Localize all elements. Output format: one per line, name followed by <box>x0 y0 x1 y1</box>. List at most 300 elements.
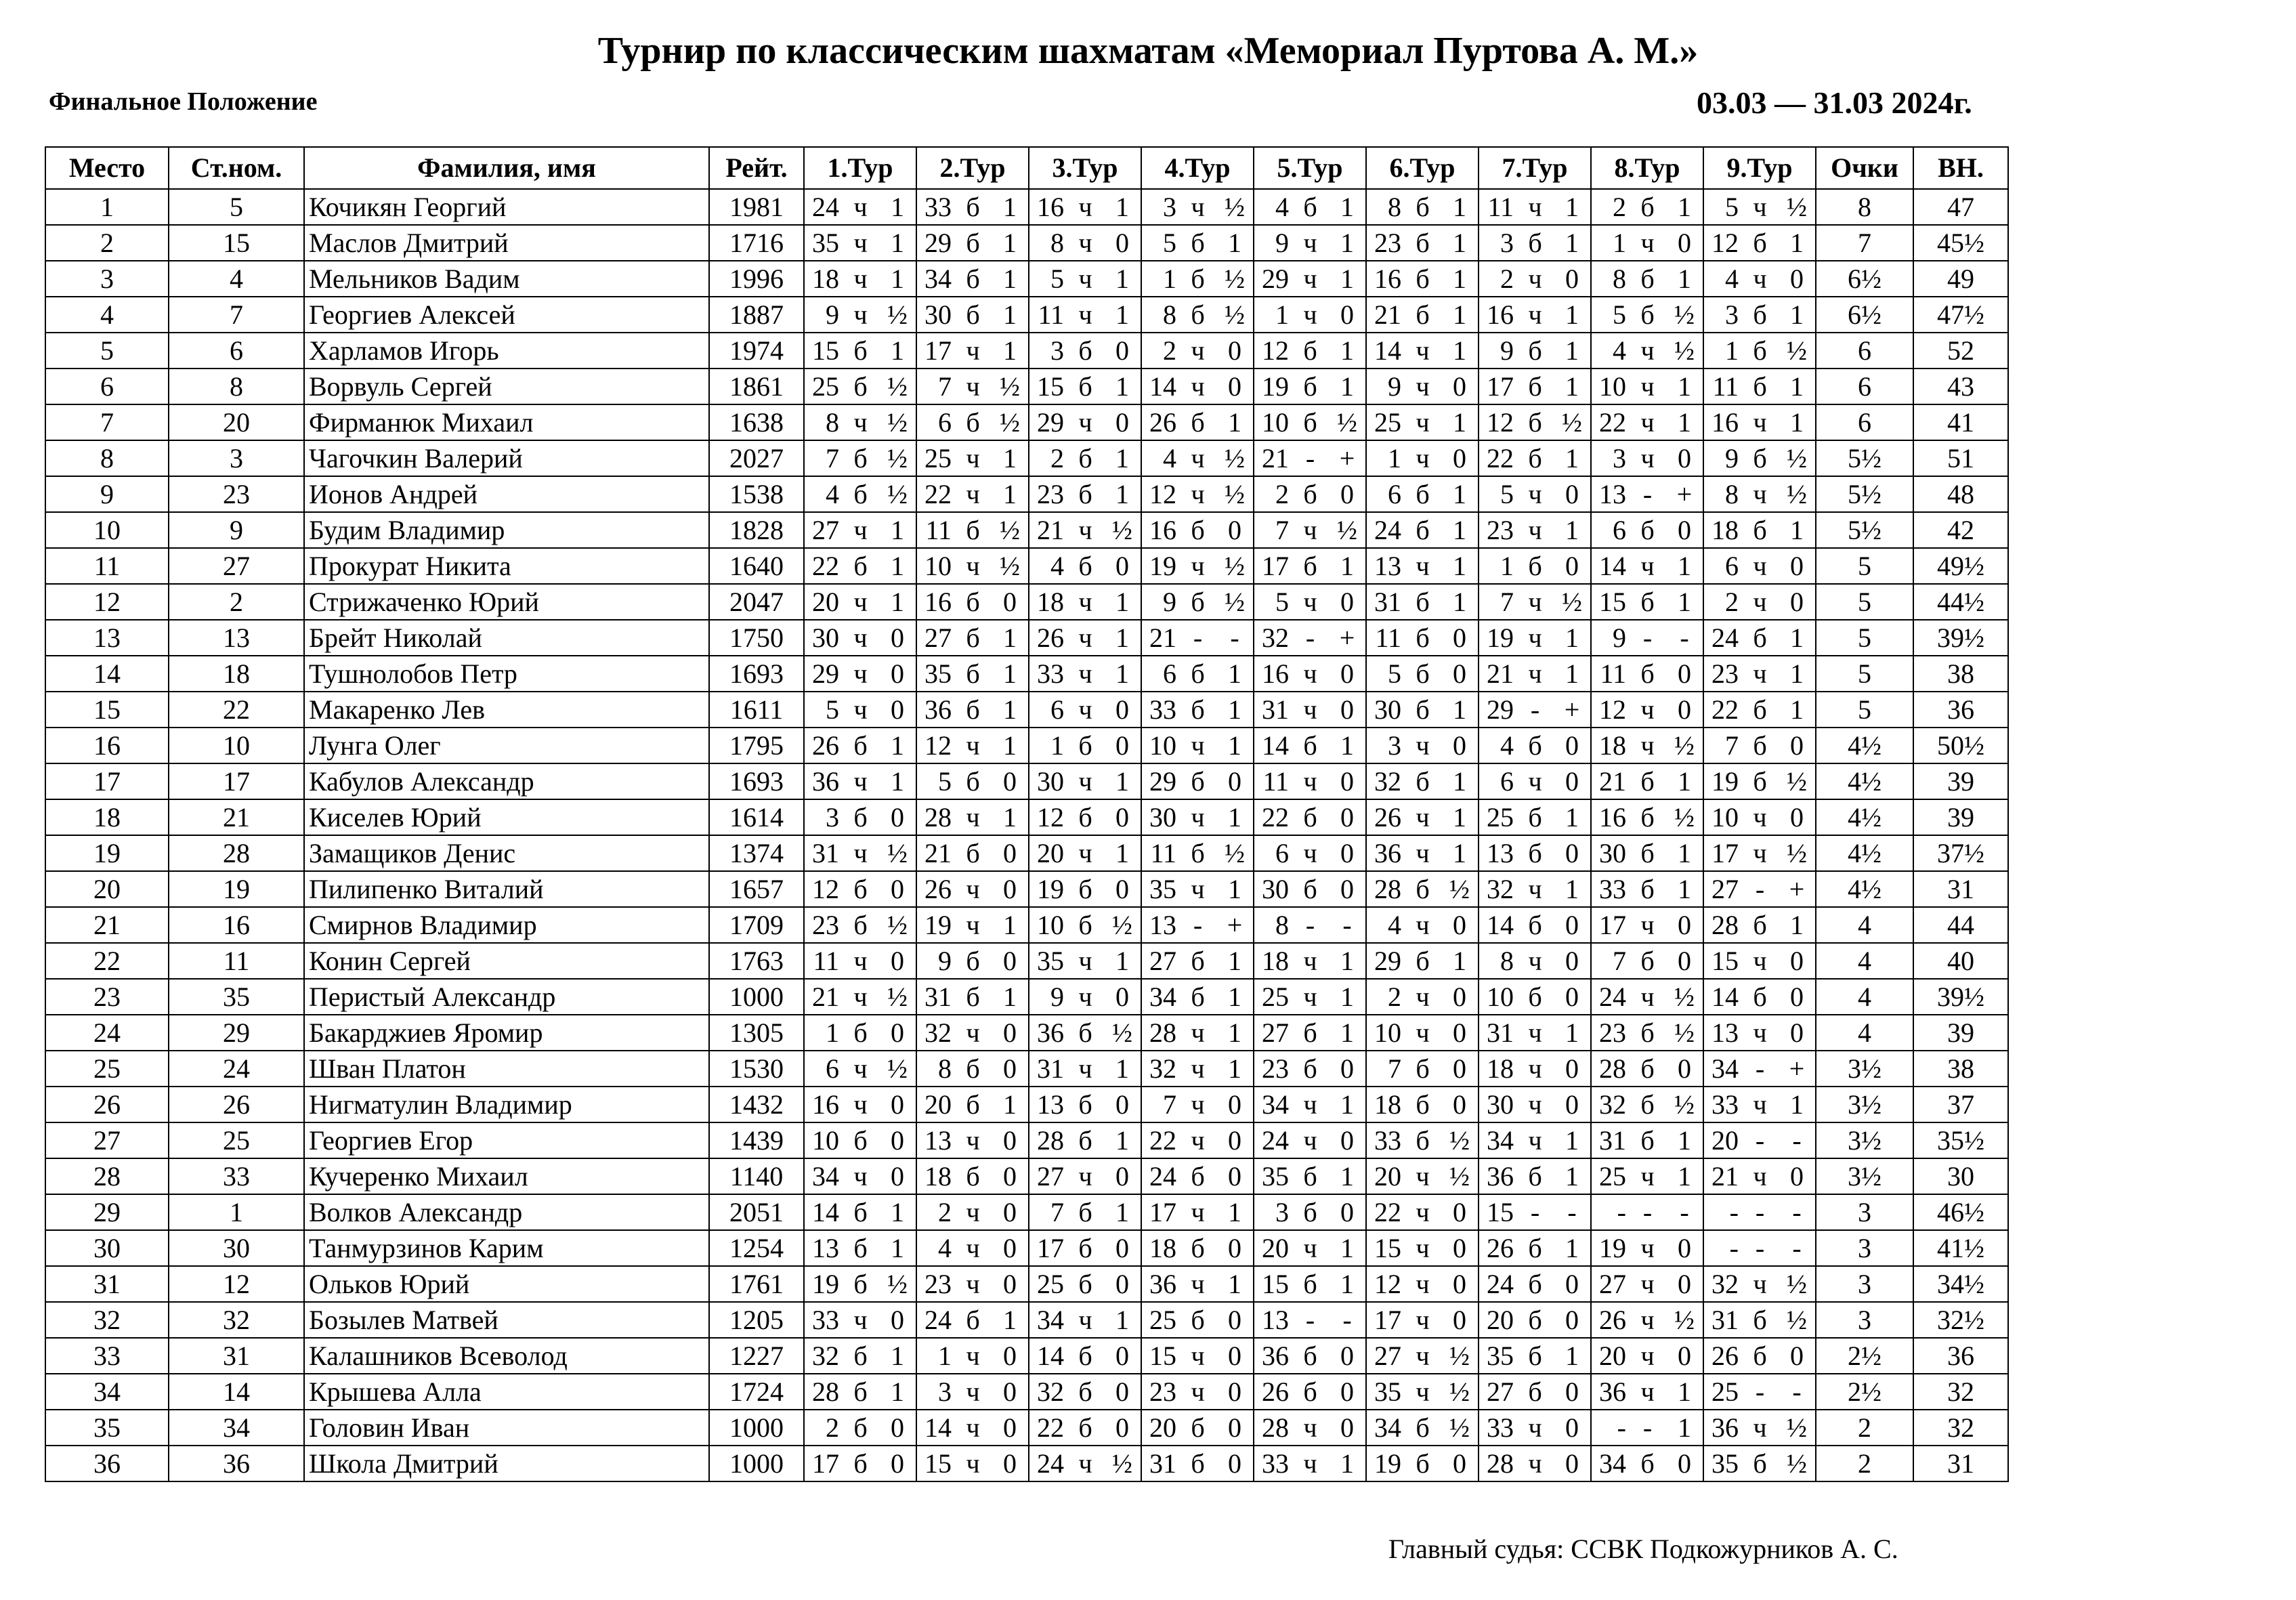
cell-result: 1 <box>1329 225 1366 261</box>
cell-rating: 1000 <box>709 1446 804 1481</box>
cell-opponent: 4 <box>1141 440 1179 476</box>
col-header-place: Место <box>45 147 169 189</box>
cell-opponent: 5 <box>1029 261 1067 297</box>
cell-opponent: 4 <box>804 476 842 512</box>
cell-color: - <box>1629 1194 1666 1230</box>
cell-result: 0 <box>1779 943 1816 979</box>
cell-opponent: 33 <box>1029 656 1067 692</box>
cell-opponent: 33 <box>1366 1122 1404 1158</box>
cell-color: ч <box>1179 476 1216 512</box>
cell-opponent: 34 <box>804 1158 842 1194</box>
cell-color: ч <box>1179 1194 1216 1230</box>
cell-tiebreak: 36 <box>1913 1338 2008 1374</box>
cell-opponent: 31 <box>1366 584 1404 620</box>
cell-rating: 1693 <box>709 656 804 692</box>
cell-start-no: 36 <box>169 1446 304 1481</box>
cell-color: б <box>954 404 992 440</box>
cell-color: б <box>1629 584 1666 620</box>
cell-result: 0 <box>1554 728 1591 763</box>
cell-color: - <box>1741 1051 1779 1087</box>
cell-color: б <box>1404 656 1441 692</box>
cell-result: 0 <box>1554 979 1591 1015</box>
cell-result: 0 <box>1104 1410 1141 1446</box>
cell-result: 0 <box>1666 943 1703 979</box>
cell-player-name: Георгиев Алексей <box>304 297 709 333</box>
cell-opponent: 32 <box>916 1015 954 1051</box>
cell-color: б <box>1292 1266 1329 1302</box>
cell-result: ½ <box>1779 763 1816 799</box>
cell-result: 0 <box>992 1410 1029 1446</box>
cell-result: 1 <box>1441 835 1479 871</box>
table-row <box>45 692 2008 728</box>
cell-opponent: 36 <box>804 763 842 799</box>
cell-opponent: 24 <box>1254 1122 1292 1158</box>
cell-opponent: 9 <box>1703 440 1741 476</box>
cell-result: 0 <box>992 1338 1029 1374</box>
cell-opponent: - <box>1591 1410 1629 1446</box>
cell-opponent: 2 <box>1591 189 1629 225</box>
cell-opponent: 6 <box>1029 692 1067 728</box>
cell-color: б <box>1741 225 1779 261</box>
cell-color: б <box>1292 799 1329 835</box>
cell-color: ч <box>842 943 879 979</box>
cell-tiebreak: 47½ <box>1913 297 2008 333</box>
cell-start-no: 11 <box>169 943 304 979</box>
cell-color: б <box>954 189 992 225</box>
table-row <box>45 728 2008 763</box>
cell-result: 0 <box>1216 1122 1254 1158</box>
cell-points: 4½ <box>1816 835 1913 871</box>
cell-result: 0 <box>1666 1446 1703 1481</box>
cell-color: б <box>1067 440 1104 476</box>
cell-result: - <box>1779 1374 1816 1410</box>
cell-color: ч <box>1292 1122 1329 1158</box>
cell-color: ч <box>1516 512 1554 548</box>
cell-opponent: 10 <box>1703 799 1741 835</box>
cell-color: б <box>1741 620 1779 656</box>
cell-color: ч <box>1629 1158 1666 1194</box>
cell-opponent: 1 <box>1366 440 1404 476</box>
cell-opponent: 16 <box>1479 297 1516 333</box>
col-header-tiebreak: ВН. <box>1913 147 2008 189</box>
cell-color: ч <box>1516 1122 1554 1158</box>
cell-result: - <box>1779 1122 1816 1158</box>
cell-color: ч <box>1629 225 1666 261</box>
cell-result: 0 <box>992 1266 1029 1302</box>
cell-opponent: 14 <box>1254 728 1292 763</box>
cell-color: ч <box>954 548 992 584</box>
cell-result: ½ <box>879 404 916 440</box>
cell-opponent: 10 <box>916 548 954 584</box>
cell-result: ½ <box>1216 440 1254 476</box>
cell-color: ч <box>954 1122 992 1158</box>
cell-result: 0 <box>1779 548 1816 584</box>
cell-opponent: 6 <box>1591 512 1629 548</box>
cell-start-no: 6 <box>169 333 304 369</box>
cell-color: б <box>1292 189 1329 225</box>
cell-result: ½ <box>1216 835 1254 871</box>
cell-result: 1 <box>1441 189 1479 225</box>
cell-opponent: 36 <box>916 692 954 728</box>
cell-color: б <box>1067 799 1104 835</box>
cell-color: ч <box>1067 1446 1104 1481</box>
cell-color: б <box>1292 1374 1329 1410</box>
cell-result: 0 <box>1554 1374 1591 1410</box>
cell-opponent: 22 <box>1141 1122 1179 1158</box>
cell-result: ½ <box>992 404 1029 440</box>
cell-result: + <box>1666 476 1703 512</box>
cell-opponent: 8 <box>1366 189 1404 225</box>
cell-tiebreak: 42 <box>1913 512 2008 548</box>
cell-rating: 1795 <box>709 728 804 763</box>
cell-player-name: Маслов Дмитрий <box>304 225 709 261</box>
cell-result: 0 <box>992 835 1029 871</box>
cell-opponent: 13 <box>804 1230 842 1266</box>
cell-opponent: 18 <box>1366 1087 1404 1122</box>
cell-result: 0 <box>992 1051 1029 1087</box>
table-row <box>45 333 2008 369</box>
cell-result: 0 <box>1441 440 1479 476</box>
cell-opponent: 22 <box>1591 404 1629 440</box>
cell-color: ч <box>1629 1266 1666 1302</box>
cell-start-no: 30 <box>169 1230 304 1266</box>
cell-result: ½ <box>992 369 1029 404</box>
cell-result: 1 <box>1441 404 1479 440</box>
cell-color: - <box>1179 620 1216 656</box>
cell-result: 1 <box>1779 907 1816 943</box>
cell-tiebreak: 38 <box>1913 656 2008 692</box>
cell-start-no: 3 <box>169 440 304 476</box>
cell-tiebreak: 45½ <box>1913 225 2008 261</box>
cell-result: ½ <box>1779 1410 1816 1446</box>
cell-rating: 1205 <box>709 1302 804 1338</box>
cell-color: ч <box>1067 297 1104 333</box>
cell-result: 1 <box>992 476 1029 512</box>
cell-color: - <box>1292 440 1329 476</box>
cell-place: 25 <box>45 1051 169 1087</box>
cell-place: 19 <box>45 835 169 871</box>
table-row <box>45 943 2008 979</box>
cell-opponent: 32 <box>804 1338 842 1374</box>
cell-points: 3½ <box>1816 1051 1913 1087</box>
cell-rating: 1693 <box>709 763 804 799</box>
cell-color: ч <box>842 620 879 656</box>
cell-opponent: 17 <box>1254 548 1292 584</box>
cell-start-no: 31 <box>169 1338 304 1374</box>
cell-result: 0 <box>1554 1266 1591 1302</box>
cell-color: ч <box>1292 943 1329 979</box>
cell-opponent: - <box>1703 1230 1741 1266</box>
cell-result: ½ <box>992 512 1029 548</box>
cell-result: 1 <box>879 512 916 548</box>
cell-result: 1 <box>992 728 1029 763</box>
cell-color: б <box>1741 728 1779 763</box>
cell-result: ½ <box>1779 440 1816 476</box>
cell-opponent: 1 <box>916 1338 954 1374</box>
cell-color: ч <box>954 1446 992 1481</box>
cell-opponent: 22 <box>1254 799 1292 835</box>
cell-result: 1 <box>1666 404 1703 440</box>
cell-place: 27 <box>45 1122 169 1158</box>
cell-opponent: 27 <box>1029 1158 1067 1194</box>
cell-result: ½ <box>1441 871 1479 907</box>
cell-color: б <box>954 584 992 620</box>
table-header-row <box>45 147 2008 189</box>
cell-opponent: 4 <box>1366 907 1404 943</box>
cell-result: 0 <box>1441 979 1479 1015</box>
cell-opponent: 16 <box>1029 189 1067 225</box>
cell-result: 1 <box>992 189 1029 225</box>
cell-color: б <box>842 440 879 476</box>
cell-points: 2 <box>1816 1446 1913 1481</box>
cell-color: б <box>1516 799 1554 835</box>
cell-result: 1 <box>1329 1230 1366 1266</box>
cell-opponent: 17 <box>1703 835 1741 871</box>
cell-result: 0 <box>1441 1266 1479 1302</box>
cell-result: 1 <box>1666 1410 1703 1446</box>
cell-tiebreak: 32 <box>1913 1410 2008 1446</box>
cell-opponent: 26 <box>1141 404 1179 440</box>
cell-points: 4 <box>1816 979 1913 1015</box>
cell-result: 0 <box>1104 692 1141 728</box>
cell-result: 0 <box>1104 333 1141 369</box>
cell-opponent: 33 <box>1703 1087 1741 1122</box>
cell-place: 34 <box>45 1374 169 1410</box>
cell-color: ч <box>842 835 879 871</box>
cell-color: ч <box>1067 404 1104 440</box>
cell-opponent: 9 <box>1479 333 1516 369</box>
cell-rating: 1724 <box>709 1374 804 1410</box>
cell-color: ч <box>1741 1087 1779 1122</box>
cell-color: ч <box>1404 333 1441 369</box>
cell-color: б <box>1404 512 1441 548</box>
cell-result: 0 <box>1554 1410 1591 1446</box>
cell-opponent: 24 <box>1479 1266 1516 1302</box>
cell-color: б <box>1292 1051 1329 1087</box>
cell-color: ч <box>1067 979 1104 1015</box>
cell-start-no: 17 <box>169 763 304 799</box>
cell-result: 0 <box>1329 584 1366 620</box>
cell-result: 1 <box>1779 297 1816 333</box>
cell-result: 0 <box>1441 1302 1479 1338</box>
cell-color: б <box>1629 261 1666 297</box>
cell-result: 1 <box>879 1338 916 1374</box>
cell-color: - <box>1629 476 1666 512</box>
cell-player-name: Пилипенко Виталий <box>304 871 709 907</box>
cell-color: б <box>1629 656 1666 692</box>
cell-color: - <box>1629 1410 1666 1446</box>
cell-player-name: Смирнов Владимир <box>304 907 709 943</box>
cell-color: б <box>1404 1410 1441 1446</box>
cell-opponent: 5 <box>804 692 842 728</box>
cell-result: - <box>1216 620 1254 656</box>
cell-result: 1 <box>1441 692 1479 728</box>
cell-start-no: 18 <box>169 656 304 692</box>
cell-color: ч <box>842 1087 879 1122</box>
cell-result: 1 <box>1441 512 1479 548</box>
cell-color: ч <box>1516 297 1554 333</box>
cell-color: - <box>1741 1122 1779 1158</box>
cell-color: б <box>1516 1230 1554 1266</box>
cell-color: б <box>1067 333 1104 369</box>
cell-opponent: 15 <box>1703 943 1741 979</box>
cell-result: - <box>1666 620 1703 656</box>
cell-result: 0 <box>1554 1087 1591 1122</box>
cell-opponent: 13 <box>916 1122 954 1158</box>
cell-opponent: 24 <box>1366 512 1404 548</box>
cell-color: ч <box>1741 1266 1779 1302</box>
cell-player-name: Ворвуль Сергей <box>304 369 709 404</box>
cell-opponent: 21 <box>1703 1158 1741 1194</box>
cell-opponent: 33 <box>1141 692 1179 728</box>
cell-result: 1 <box>1329 333 1366 369</box>
cell-result: 1 <box>1554 799 1591 835</box>
cell-color: ч <box>1516 656 1554 692</box>
cell-result: 1 <box>992 1087 1029 1122</box>
cell-result: 1 <box>992 440 1029 476</box>
cell-opponent: 5 <box>1591 297 1629 333</box>
cell-result: 0 <box>1554 548 1591 584</box>
cell-result: 0 <box>1666 692 1703 728</box>
cell-opponent: 3 <box>1366 728 1404 763</box>
cell-color: б <box>842 548 879 584</box>
cell-points: 3 <box>1816 1302 1913 1338</box>
cell-color: ч <box>1629 979 1666 1015</box>
cell-start-no: 25 <box>169 1122 304 1158</box>
cell-result: 1 <box>1666 763 1703 799</box>
cell-start-no: 4 <box>169 261 304 297</box>
cell-opponent: 23 <box>916 1266 954 1302</box>
cell-opponent: 31 <box>1479 1015 1516 1051</box>
cell-result: 0 <box>1104 404 1141 440</box>
cell-points: 2 <box>1816 1410 1913 1446</box>
cell-result: 0 <box>1779 261 1816 297</box>
cell-player-name: Тушнолобов Петр <box>304 656 709 692</box>
cell-points: 4½ <box>1816 728 1913 763</box>
cell-start-no: 16 <box>169 907 304 943</box>
cell-color: б <box>1179 1410 1216 1446</box>
cell-result: ½ <box>992 548 1029 584</box>
cell-result: 1 <box>879 1194 916 1230</box>
cell-color: ч <box>954 440 992 476</box>
cell-rating: 1305 <box>709 1015 804 1051</box>
cell-opponent: 27 <box>1703 871 1741 907</box>
cell-result: 0 <box>1329 871 1366 907</box>
cell-points: 5½ <box>1816 476 1913 512</box>
cell-result: 1 <box>1329 548 1366 584</box>
cell-opponent: 1 <box>1479 548 1516 584</box>
cell-result: 0 <box>1104 1374 1141 1410</box>
cell-result: + <box>1779 871 1816 907</box>
cell-color: - <box>1292 907 1329 943</box>
cell-color: б <box>954 225 992 261</box>
cell-points: 7 <box>1816 225 1913 261</box>
cell-color: б <box>1741 369 1779 404</box>
cell-result: 0 <box>1554 261 1591 297</box>
cell-result: ½ <box>1779 333 1816 369</box>
cell-result: 1 <box>1441 333 1479 369</box>
cell-opponent: 16 <box>1141 512 1179 548</box>
cell-result: 0 <box>992 871 1029 907</box>
cell-result: 1 <box>1441 476 1479 512</box>
cell-color: ч <box>1067 189 1104 225</box>
cell-color: - <box>1741 871 1779 907</box>
cell-opponent: 4 <box>916 1230 954 1266</box>
cell-opponent: 30 <box>1479 1087 1516 1122</box>
cell-player-name: Макаренко Лев <box>304 692 709 728</box>
cell-place: 33 <box>45 1338 169 1374</box>
cell-opponent: 21 <box>1254 440 1292 476</box>
cell-result: 0 <box>1216 1410 1254 1446</box>
cell-result: 0 <box>1554 835 1591 871</box>
cell-player-name: Калашников Всеволод <box>304 1338 709 1374</box>
cell-opponent: 3 <box>1479 225 1516 261</box>
cell-result: 0 <box>1554 1446 1591 1481</box>
cell-opponent: 24 <box>1141 1158 1179 1194</box>
cell-color: ч <box>1179 1266 1216 1302</box>
cell-result: 0 <box>1441 369 1479 404</box>
cell-color: ч <box>1067 225 1104 261</box>
cell-points: 4½ <box>1816 799 1913 835</box>
cell-opponent: 27 <box>1254 1015 1292 1051</box>
cell-tiebreak: 44½ <box>1913 584 2008 620</box>
table-row <box>45 907 2008 943</box>
cell-color: - <box>1741 1230 1779 1266</box>
cell-rating: 1439 <box>709 1122 804 1158</box>
cell-result: 1 <box>1104 656 1141 692</box>
cell-color: ч <box>1629 404 1666 440</box>
cell-color: б <box>1067 1374 1104 1410</box>
cell-start-no: 35 <box>169 979 304 1015</box>
cell-opponent: 8 <box>1479 943 1516 979</box>
cell-result: 1 <box>1779 369 1816 404</box>
cell-opponent: 26 <box>804 728 842 763</box>
cell-color: б <box>1179 297 1216 333</box>
cell-color: б <box>1741 763 1779 799</box>
cell-result: ½ <box>1779 189 1816 225</box>
cell-color: б <box>1629 1122 1666 1158</box>
cell-result: ½ <box>1779 476 1816 512</box>
cell-opponent: 35 <box>1029 943 1067 979</box>
cell-opponent: 8 <box>1141 297 1179 333</box>
table-row <box>45 620 2008 656</box>
cell-result: 1 <box>1554 1230 1591 1266</box>
cell-color: ч <box>1292 584 1329 620</box>
table-row <box>45 1446 2008 1481</box>
cell-color: б <box>1516 225 1554 261</box>
cell-result: 1 <box>879 763 916 799</box>
cell-opponent: 22 <box>804 548 842 584</box>
cell-tiebreak: 38 <box>1913 1051 2008 1087</box>
cell-result: 1 <box>1666 369 1703 404</box>
cell-rating: 2027 <box>709 440 804 476</box>
cell-opponent: 29 <box>1479 692 1516 728</box>
cell-result: 1 <box>1441 297 1479 333</box>
cell-opponent: 20 <box>1703 1122 1741 1158</box>
cell-result: 1 <box>1779 656 1816 692</box>
cell-place: 9 <box>45 476 169 512</box>
cell-opponent: 28 <box>1366 871 1404 907</box>
cell-color: б <box>1404 1122 1441 1158</box>
cell-result: + <box>1216 907 1254 943</box>
cell-color: б <box>1179 763 1216 799</box>
cell-color: ч <box>1404 404 1441 440</box>
cell-color: б <box>1292 1194 1329 1230</box>
cell-place: 30 <box>45 1230 169 1266</box>
cell-result: - <box>1329 1302 1366 1338</box>
cell-rating: 1638 <box>709 404 804 440</box>
cell-opponent: 16 <box>1703 404 1741 440</box>
